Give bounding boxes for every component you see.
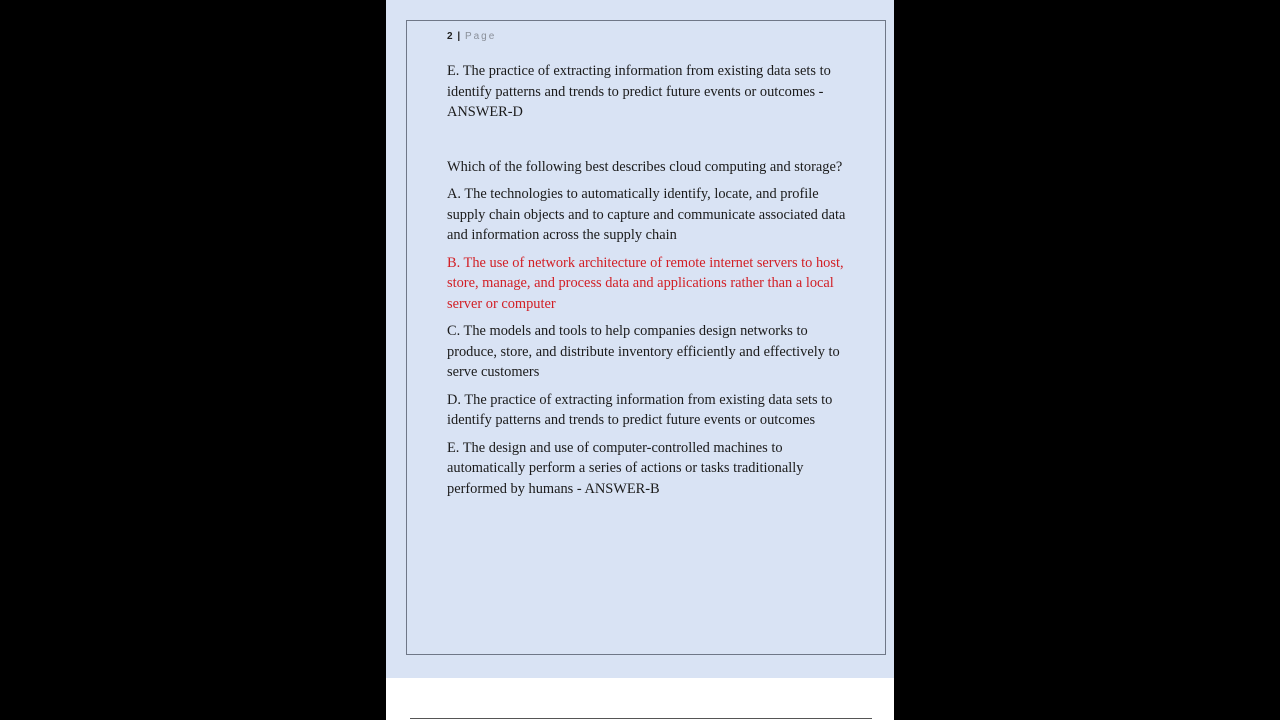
next-document-page xyxy=(386,678,894,720)
page-header-separator: | xyxy=(457,31,461,42)
page-header xyxy=(447,31,496,43)
option-e: E. The design and use of computer-controlled machines to automatically perform a series of actions or tasks traditionally performed by humans - ANSWER-B xyxy=(447,439,804,497)
document-page xyxy=(386,0,894,678)
option-c: C. The models and tools to help companies design networks to produce, store, and distribute inventory efficiently and effectively to serve customers xyxy=(447,323,840,380)
question-text: Which of the following best describes cloud computing and storage? xyxy=(447,158,843,175)
option-a: A. The technologies to automatically identify, locate, and profile supply chain objects and to capture and communicate associated data and information across the supply chain xyxy=(447,186,846,243)
option-b-correct-answer: B. The use of network architecture of remote internet servers to host, store, manage, and process data and applications rather than a local server or computer xyxy=(447,254,844,312)
page-label: Page xyxy=(464,31,497,42)
next-page-header-rule xyxy=(410,718,872,719)
previous-question-option-e: E. The practice of extracting information from existing data sets to identify patterns and trends to predict future events or outcomes - ANSWER-D xyxy=(447,63,831,120)
page-content xyxy=(447,61,847,506)
page-number: 2 xyxy=(447,31,453,42)
option-d: D. The practice of extracting information from existing data sets to identify patterns and trends to predict future events or outcomes xyxy=(447,391,833,428)
